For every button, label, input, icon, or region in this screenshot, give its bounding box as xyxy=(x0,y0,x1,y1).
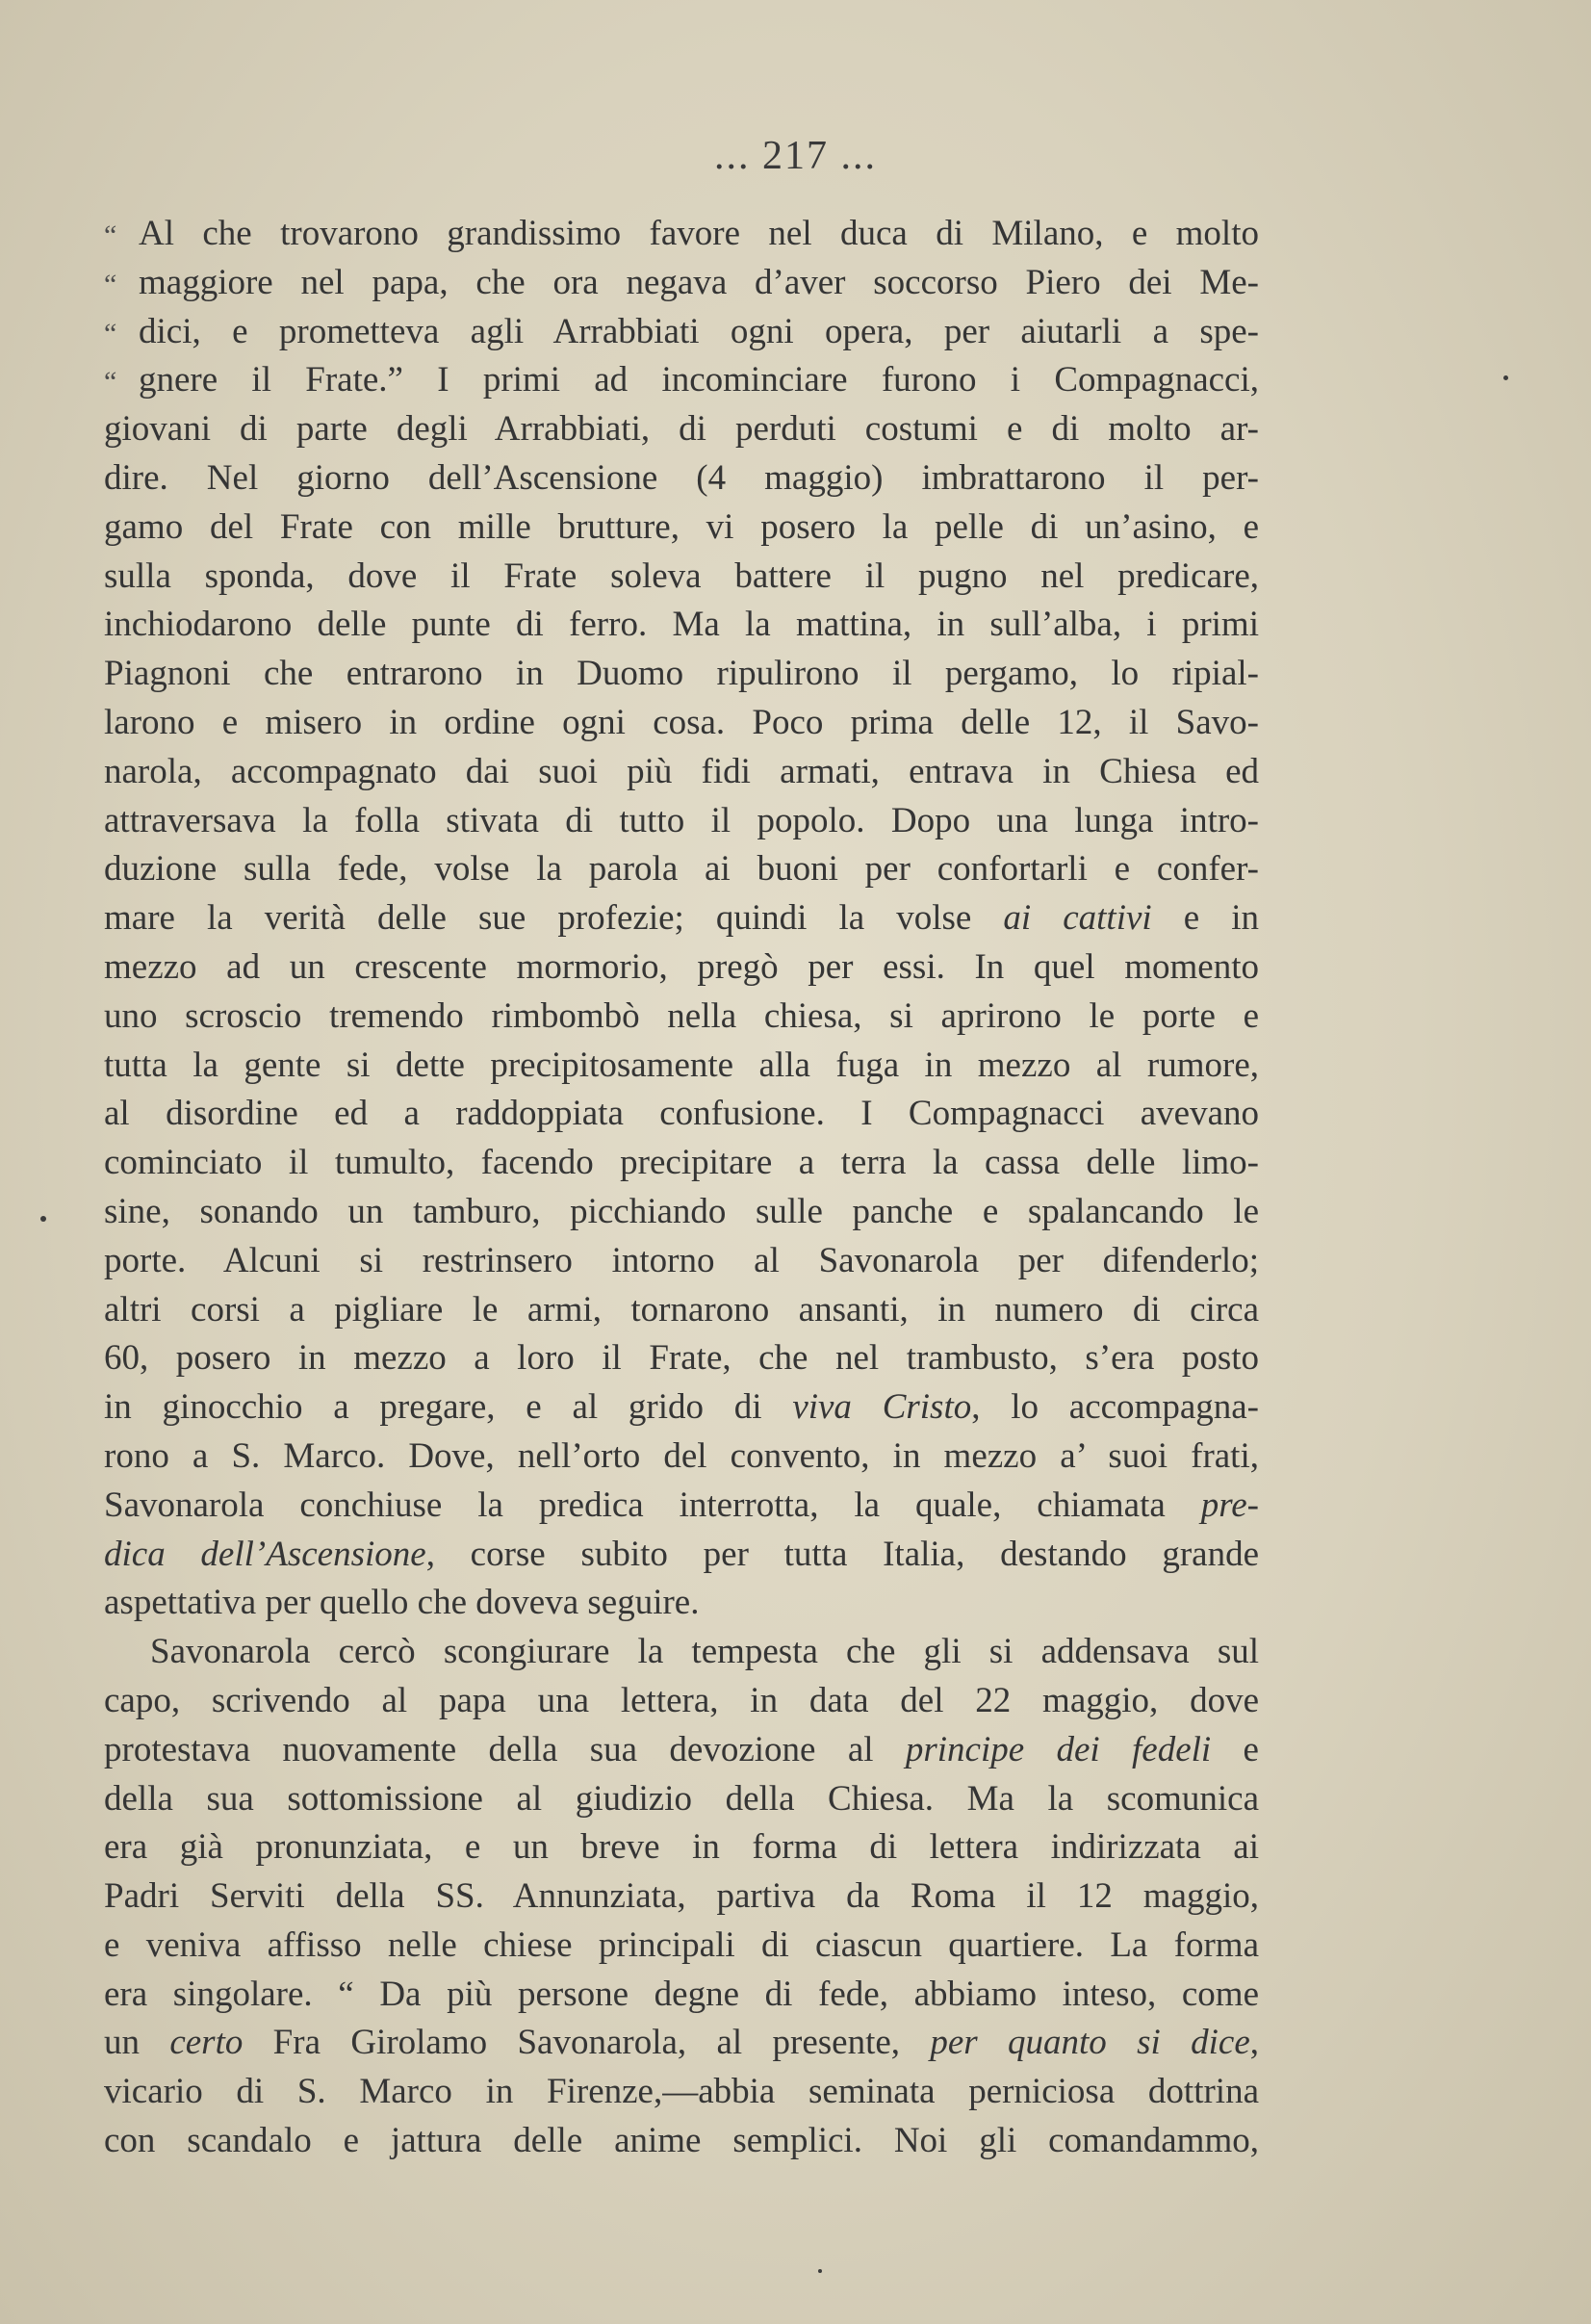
page-number: ... 217 ... xyxy=(714,134,877,178)
line-text: un xyxy=(104,2023,170,2063)
italic-text: per quanto si dice xyxy=(930,2023,1250,2063)
line-text: al disordine ed a raddoppiata confusione. I Compagnacci avevano xyxy=(104,1094,1259,1134)
ink-speck xyxy=(818,2269,822,2273)
text-line xyxy=(104,1042,1259,1091)
line-text: rono a S. Marco. Dove, nell’orto del convento, in mezzo a’ suoi frati, xyxy=(104,1435,1259,1476)
italic-text: principe dei fedeli xyxy=(905,1729,1212,1769)
line-text: , xyxy=(1249,2023,1259,2063)
text-line xyxy=(104,894,1259,943)
line-text: dici, e prometteva agli Arrabbiati ogni opera, per aiutarli a spe- xyxy=(139,311,1259,351)
line-text: narola, accompagnato dai suoi più fidi armati, entrava in Chiesa ed xyxy=(104,751,1259,791)
line-text: duzione sulla fede, volse la parola ai buoni per confortarli e confer- xyxy=(104,849,1259,890)
line-text: era singolare. “ Da più persone degne di fede, abbiamo inteso, come xyxy=(104,1974,1259,2014)
text-line xyxy=(104,1628,1259,1677)
line-text: tutta la gente si dette precipitosamente alla fuga in mezzo al rumore, xyxy=(104,1045,1259,1085)
text-line xyxy=(104,553,1259,602)
line-text: gamo del Frate con mille brutture, vi posero la pelle di un’asino, e xyxy=(104,506,1259,547)
text-line xyxy=(104,1922,1259,1971)
text-line xyxy=(104,1482,1259,1531)
line-text: sulla sponda, dove il Frate soleva battere il pugno nel predicare, xyxy=(104,555,1259,596)
line-text: e veniva affisso nelle chiese principali di ciascun quartiere. La forma xyxy=(104,1924,1259,1965)
line-text: , corse subito per tutta Italia, destando grande xyxy=(425,1534,1259,1574)
quote-mark: “ xyxy=(104,268,117,300)
text-line xyxy=(104,1579,1259,1628)
line-text: altri corsi a pigliare le armi, tornarono ansanti, in numero di circa xyxy=(104,1289,1259,1330)
line-text: inchiodarono delle punte di ferro. Ma la mattina, in sull’alba, i primi xyxy=(104,605,1259,645)
text-line xyxy=(104,308,1259,357)
line-text: larono e misero in ordine ogni cosa. Poco prima delle 12, il Savo- xyxy=(104,702,1259,742)
text-line xyxy=(104,2117,1259,2166)
text-line xyxy=(104,748,1259,797)
text-line xyxy=(104,845,1259,894)
text-line xyxy=(104,1090,1259,1139)
text-line xyxy=(104,504,1259,553)
paragraph xyxy=(104,1628,1259,2166)
line-text: vicario di S. Marco in Firenze,—abbia seminata perniciosa dottrina xyxy=(104,2072,1259,2112)
text-line xyxy=(104,2019,1259,2068)
text-line xyxy=(104,259,1259,308)
text-line xyxy=(104,1531,1259,1580)
text-line xyxy=(104,943,1259,993)
italic-text: viva Cristo xyxy=(792,1387,972,1428)
quote-mark: “ xyxy=(104,219,117,251)
line-text: in ginocchio a pregare, e al grido di xyxy=(104,1387,793,1428)
text-line xyxy=(104,454,1259,504)
text-line xyxy=(104,797,1259,846)
line-text: sine, sonando un tamburo, picchiando sulle panche e spalancando le xyxy=(104,1191,1259,1231)
line-text: Savonarola cercò scongiurare la tempesta che gli si addensava sul xyxy=(150,1632,1259,1672)
line-text: aspettativa per quello che doveva seguire. xyxy=(104,1583,700,1623)
text-line xyxy=(104,405,1259,454)
text-line xyxy=(104,1139,1259,1188)
line-text: cominciato il tumulto, facendo precipitare a terra la cassa delle limo- xyxy=(104,1143,1259,1183)
line-text: era già pronunziata, e un breve in forma di lettera indirizzata ai xyxy=(104,1827,1259,1868)
line-text: maggiore nel papa, che ora negava d’aver soccorso Piero dei Me- xyxy=(139,262,1259,302)
line-text: e xyxy=(1211,1729,1259,1769)
text-line xyxy=(104,1677,1259,1726)
line-text: della sua sottomissione al giudizio della Chiesa. Ma la scomunica xyxy=(104,1778,1259,1819)
text-line xyxy=(104,1286,1259,1335)
italic-text: pre- xyxy=(1200,1485,1259,1525)
quote-mark: “ xyxy=(104,366,117,399)
line-text: gnere il Frate.” I primi ad incominciare furono i Compagnacci, xyxy=(139,360,1259,400)
line-text: mare la verità delle sue profezie; quindi la volse xyxy=(104,898,1004,939)
text-line xyxy=(104,1726,1259,1775)
ink-speck xyxy=(1503,375,1508,380)
line-text: giovani di parte degli Arrabbiati, di perduti costumi e di molto ar- xyxy=(104,409,1259,450)
line-text: porte. Alcuni si restrinsero intorno al Savonarola per difenderlo; xyxy=(104,1240,1259,1280)
text-line xyxy=(104,210,1259,259)
quote-mark: “ xyxy=(104,317,117,349)
line-text: Piagnoni che entrarono in Duomo ripulirono il pergamo, lo ripial- xyxy=(104,654,1259,694)
text-line xyxy=(104,993,1259,1042)
text-line xyxy=(104,356,1259,405)
text-line xyxy=(104,2068,1259,2117)
line-text: capo, scrivendo al papa una lettera, in data del 22 maggio, dove xyxy=(104,1680,1259,1720)
paragraph xyxy=(104,210,1259,1628)
ink-speck xyxy=(40,1216,46,1222)
italic-text: certo xyxy=(169,2023,244,2063)
line-text: con scandalo e jattura delle anime semplici. Noi gli comandammo, xyxy=(104,2121,1259,2161)
line-text: uno scroscio tremendo rimbombò nella chiesa, si aprirono le porte e xyxy=(104,995,1259,1036)
text-line xyxy=(104,1433,1259,1482)
line-text: Fra Girolamo Savonarola, al presente, xyxy=(243,2023,931,2063)
text-line xyxy=(104,1775,1259,1824)
italic-text: ai cattivi xyxy=(1003,898,1152,939)
line-text: Al che trovarono grandissimo favore nel duca di Milano, e molto xyxy=(139,214,1259,253)
line-text: protestava nuovamente della sua devozione al xyxy=(104,1729,906,1769)
text-line xyxy=(104,1237,1259,1286)
text-line xyxy=(104,601,1259,650)
text-line xyxy=(104,1334,1259,1383)
line-text: 60, posero in mezzo a loro il Frate, che nel trambusto, s’era posto xyxy=(104,1338,1259,1379)
text-line xyxy=(104,1188,1259,1237)
italic-text: dica dell’Ascensione xyxy=(104,1534,426,1574)
text-line xyxy=(104,699,1259,748)
line-text: e in xyxy=(1151,898,1259,939)
text-line xyxy=(104,1383,1259,1433)
line-text: , lo accompagna- xyxy=(971,1387,1259,1428)
text-line xyxy=(104,1823,1259,1872)
body-text xyxy=(104,210,1259,2166)
line-text: Padri Serviti della SS. Annunziata, partiva da Roma il 12 maggio, xyxy=(104,1876,1259,1917)
line-text: attraversava la folla stivata di tutto il popolo. Dopo una lunga intro- xyxy=(104,800,1259,840)
text-line xyxy=(104,650,1259,699)
text-line xyxy=(104,1872,1259,1922)
line-text: dire. Nel giorno dell’Ascensione (4 maggio) imbrattarono il per- xyxy=(104,457,1259,498)
line-text: Savonarola conchiuse la predica interrotta, la quale, chiamata xyxy=(104,1485,1201,1525)
text-line xyxy=(104,1971,1259,2020)
line-text: mezzo ad un crescente mormorio, pregò per essi. In quel momento xyxy=(104,946,1259,987)
